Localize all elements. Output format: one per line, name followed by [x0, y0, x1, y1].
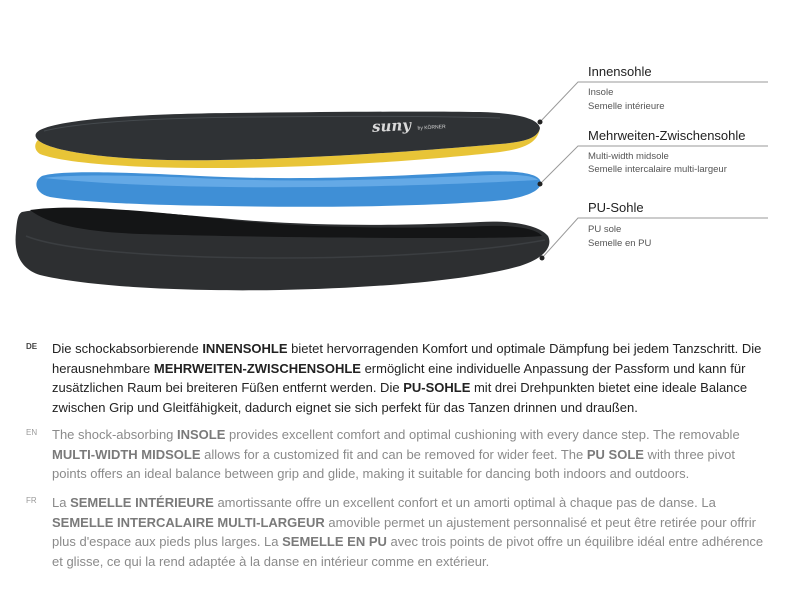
text-segment: avec trois points de pivot offre un équilibre idéal entre adhérence et glisse, ce qui la rend adaptée à la danse en intérieur comme en extérieur. [52, 534, 764, 569]
insole-label-fr: Semelle intérieure [588, 101, 665, 112]
midsole-label-title: Mehrweiten-Zwischensohle [588, 128, 746, 143]
highlight-midsole: MULTI-WIDTH MIDSOLE [52, 446, 201, 462]
highlight-sole: SEMELLE EN PU [282, 534, 387, 549]
insole-label-title: Innensohle [588, 64, 652, 79]
brand-logo-sub: by KÖRNER [417, 124, 446, 132]
insole-layer [35, 112, 540, 168]
text-segment: bietet hervorragenden Komfort und optimale Dämpfung bei jedem Tanzschritt. Die herausnehmbare [52, 341, 762, 376]
paragraph-en [52, 425, 772, 484]
text-segment: The shock-absorbing [52, 427, 178, 442]
highlight-insole: SEMELLE INTÉRIEURE [70, 495, 214, 510]
highlight-insole: INSOLE [177, 427, 226, 442]
highlight-sole: PU-SOHLE [403, 380, 471, 395]
paragraph-de [52, 339, 772, 417]
pu-sole-layer [16, 208, 550, 291]
sole-label-fr: Semelle en PU [588, 238, 652, 249]
brand-logo [372, 114, 446, 137]
sole-label-title: PU-Sohle [588, 200, 644, 215]
text-segment: ermöglicht eine individuelle Anpassung der Passform und kann für zusätzlichen Raum bei breiteren Füßen entfernt werden. Die [52, 360, 746, 395]
language-code-de: DE [26, 342, 38, 351]
text-segment: amovible permet un ajustement personnalisé et peut être retirée pour offrir plus d'espace aux pieds plus larges. La [52, 514, 756, 549]
language-code-fr: FR [26, 496, 37, 505]
highlight-midsole: MEHRWEITEN-ZWISCHENSOHLE [153, 360, 361, 376]
paragraph-fr [52, 493, 772, 571]
highlight-sole: PU SOLE [586, 446, 644, 462]
highlight-insole: INNENSOHLE [202, 341, 288, 356]
sole-label-en: PU sole [588, 224, 622, 235]
highlight-midsole: SEMELLE INTERCALAIRE MULTI-LARGEUR [52, 514, 325, 530]
midsole-label-en: Multi-width midsole [588, 151, 669, 162]
insole-label-en: Insole [588, 87, 614, 98]
text-segment: La [52, 495, 71, 510]
text-segment: provides excellent comfort and optimal cushioning with every dance step. The removable [225, 427, 740, 442]
text-segment: amortissante offre un excellent confort et un amorti optimal à chaque pas de danse. La [213, 495, 716, 510]
language-code-en: EN [26, 428, 38, 437]
text-segment: allows for a customized fit and can be removed for wider feet. The [200, 446, 587, 462]
brand-logo-text: suny [371, 115, 412, 136]
midsole-label-fr: Semelle intercalaire multi-largeur [588, 164, 727, 175]
text-segment: mit drei Drehpunkten bietet eine ideale Balance zwischen Grip und Gleitfähigkeit, dadurch eignet sie sich perfekt für das Tanzen drinnen und draußen. [52, 380, 748, 415]
midsole-layer [36, 171, 540, 206]
text-segment: with three pivot points offers an ideal balance between grip and glide, making it suitable for dancing both indoors and outdoors. [52, 446, 735, 481]
text-segment: Die schockabsorbierende [52, 341, 203, 356]
